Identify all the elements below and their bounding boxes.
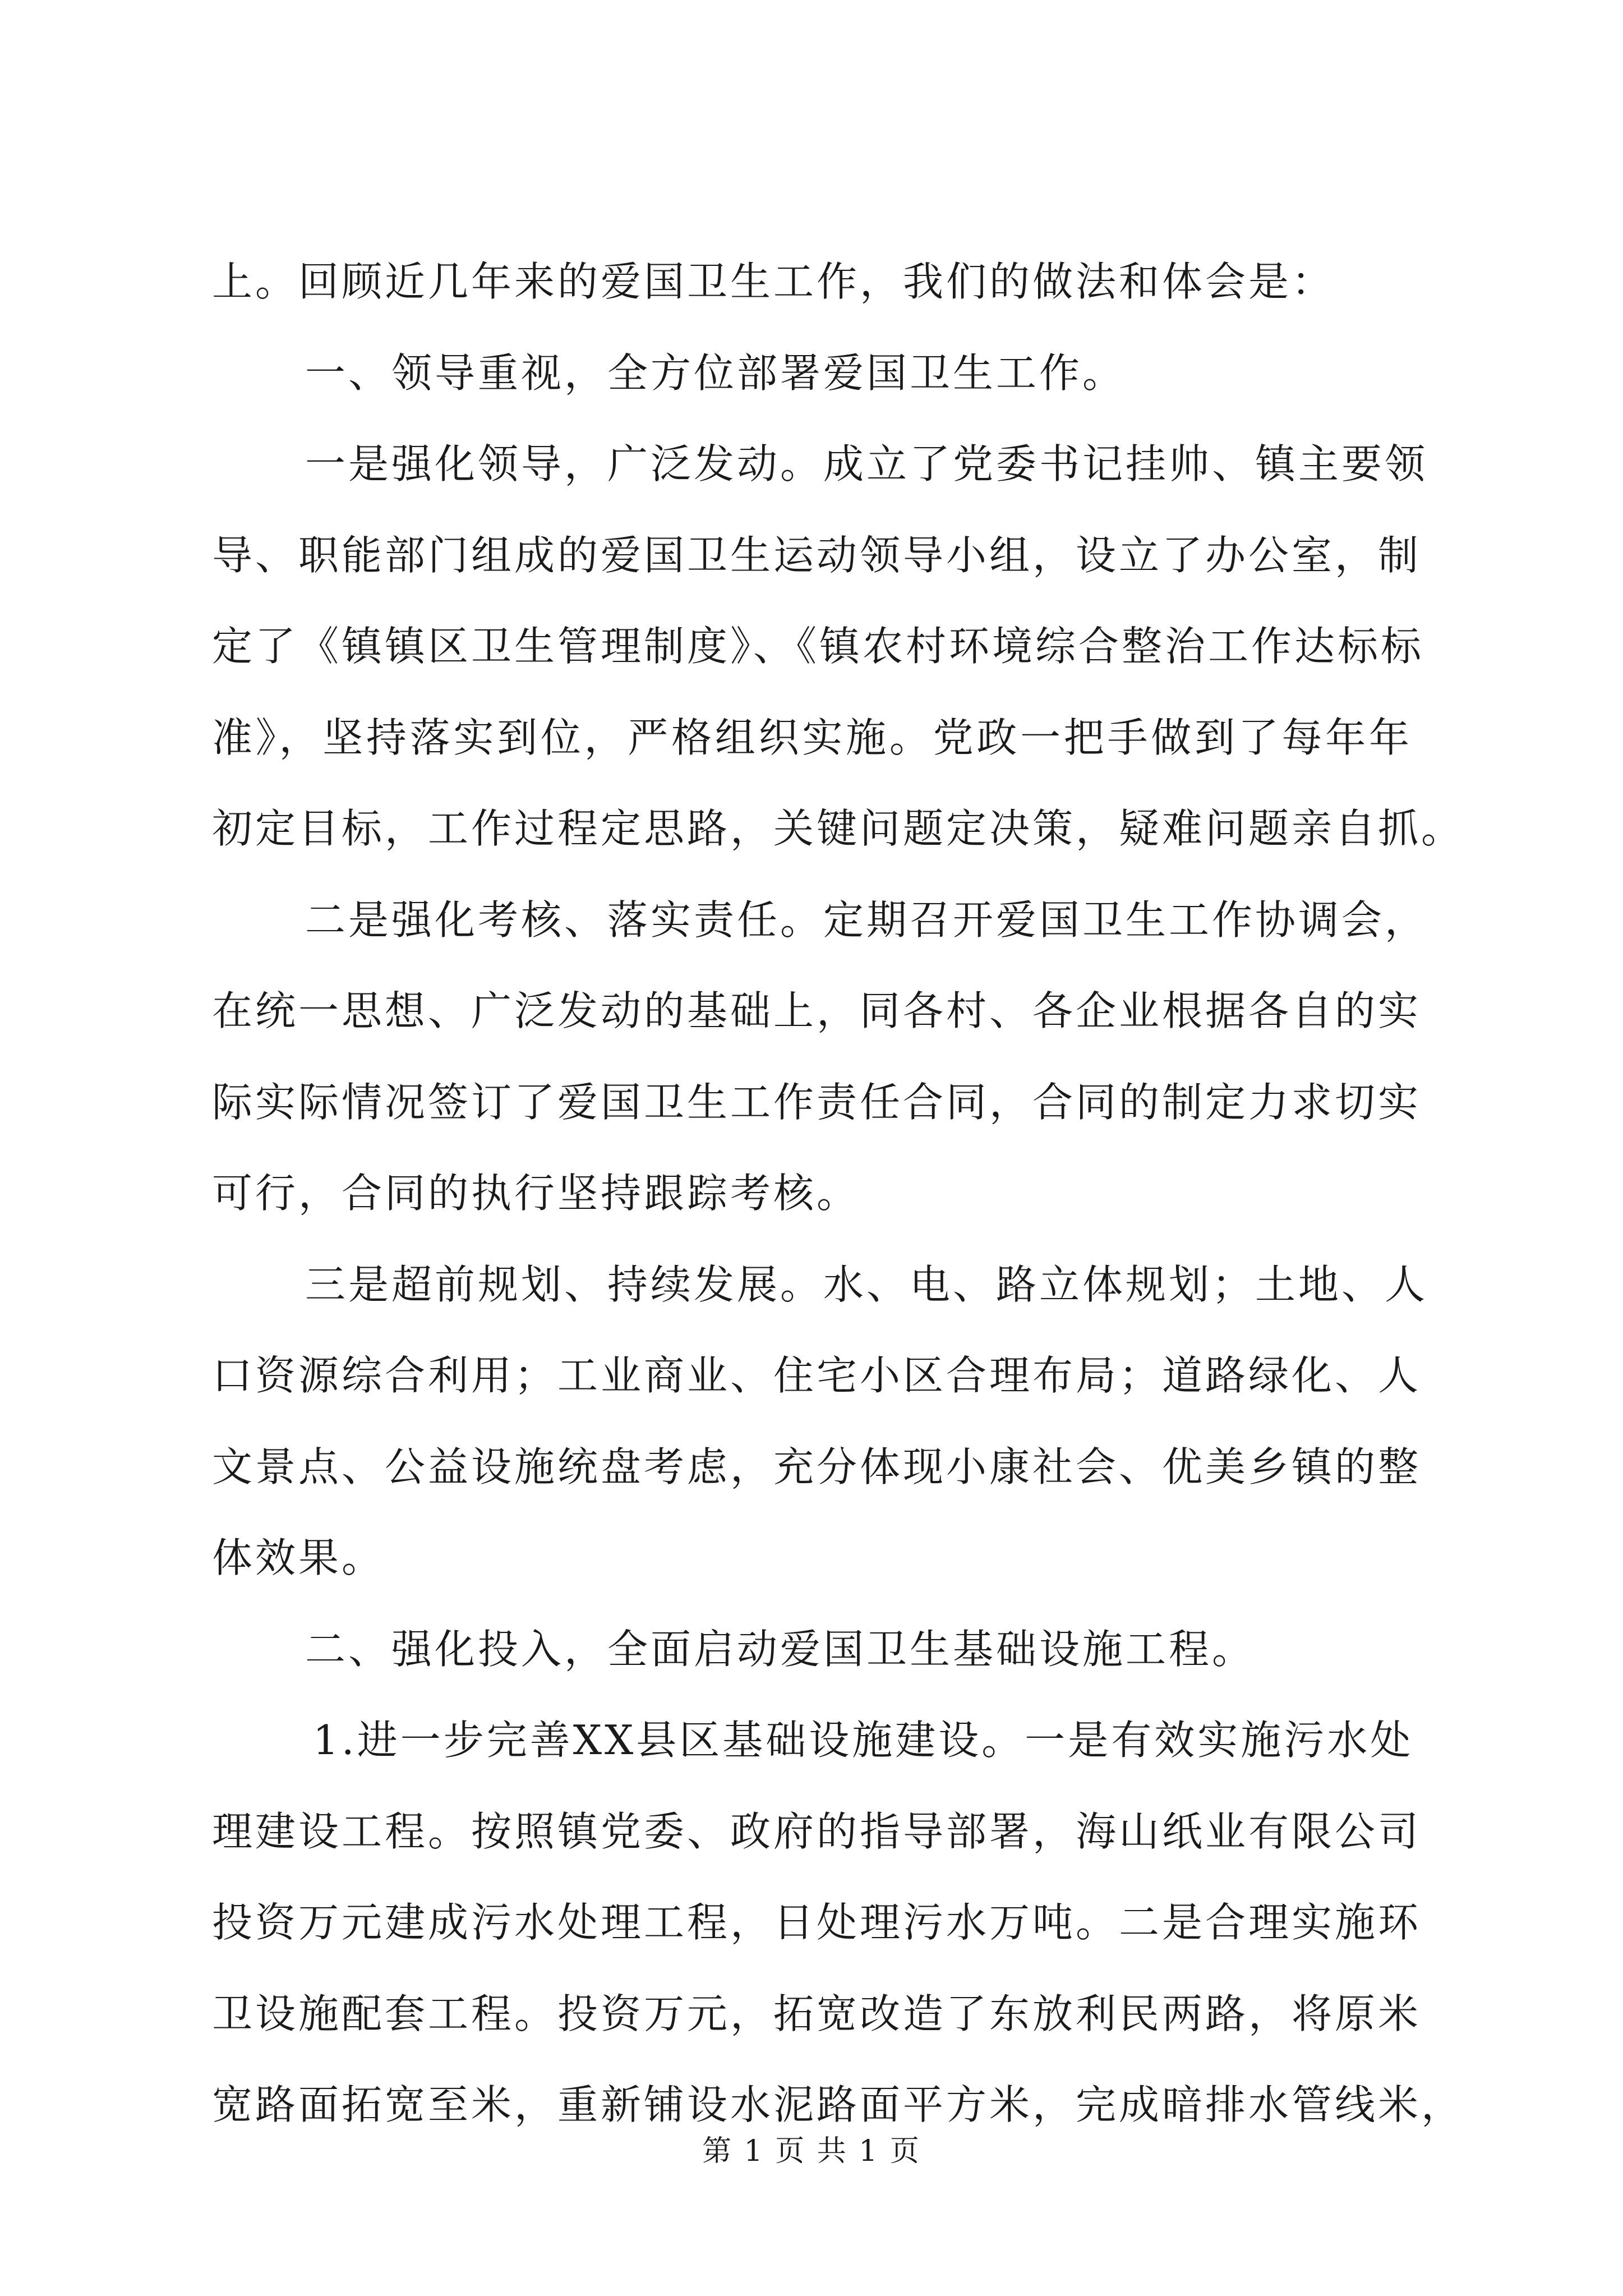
text-line: 准》，坚持落实到位，严格组织实施。党政一把手做到了每年年 — [212, 714, 1412, 761]
text-line: 一是强化领导，广泛发动。成立了党委书记挂帅、镇主要领 — [305, 440, 1428, 487]
text-line: 1.进一步完善XX县区基础设施建设。一是有效实施污水处 — [313, 1717, 1414, 1764]
text-line: 初定目标，工作过程定思路，关键问题定决策，疑难问题亲自抓。 — [212, 805, 1465, 852]
text-line: 卫设施配套工程。投资万元，拓宽改造了东放利民两路，将原米 — [212, 1990, 1422, 2037]
text-line: 理建设工程。按照镇党委、政府的指导部署，海山纸业有限公司 — [212, 1808, 1422, 1855]
text-line: 三是超前规划、持续发展。水、电、路立体规划；土地、人 — [305, 1261, 1428, 1308]
page-footer: 第 1 页 共 1 页 — [702, 2134, 921, 2168]
section-heading: 二、强化投入，全面启动爱国卫生基础设施工程。 — [305, 1626, 1256, 1673]
text-line: 上。回顾近几年来的爱国卫生工作，我们的做法和体会是： — [212, 258, 1335, 305]
text-line: 口资源综合利用；工业商业、住宅小区合理布局；道路绿化、人 — [212, 1352, 1422, 1399]
text-line: 宽路面拓宽至米，重新铺设水泥路面平方米，完成暗排水管线米， — [212, 2081, 1465, 2128]
text-line: 二是强化考核、落实责任。定期召开爱国卫生工作协调会， — [305, 896, 1428, 944]
text-line: 投资万元建成污水处理工程，日处理污水万吨。二是合理实施环 — [212, 1899, 1422, 1946]
text-line: 体效果。 — [212, 1534, 385, 1581]
text-line: 定了《镇镇区卫生管理制度》、《镇农村环境综合整治工作达标标 — [212, 623, 1424, 670]
section-heading: 一、领导重视，全方位部署爱国卫生工作。 — [305, 349, 1126, 397]
text-line: 可行，合同的执行坚持跟踪考核。 — [212, 1170, 860, 1217]
text-line: 在统一思想、广泛发动的基础上，同各村、各企业根据各自的实 — [212, 987, 1422, 1034]
text-line: 导、职能部门组成的爱国卫生运动领导小组，设立了办公室，制 — [212, 532, 1422, 579]
text-line: 文景点、公益设施统盘考虑，充分体现小康社会、优美乡镇的整 — [212, 1443, 1422, 1490]
text-line: 际实际情况签订了爱国卫生工作责任合同，合同的制定力求切实 — [212, 1079, 1422, 1126]
